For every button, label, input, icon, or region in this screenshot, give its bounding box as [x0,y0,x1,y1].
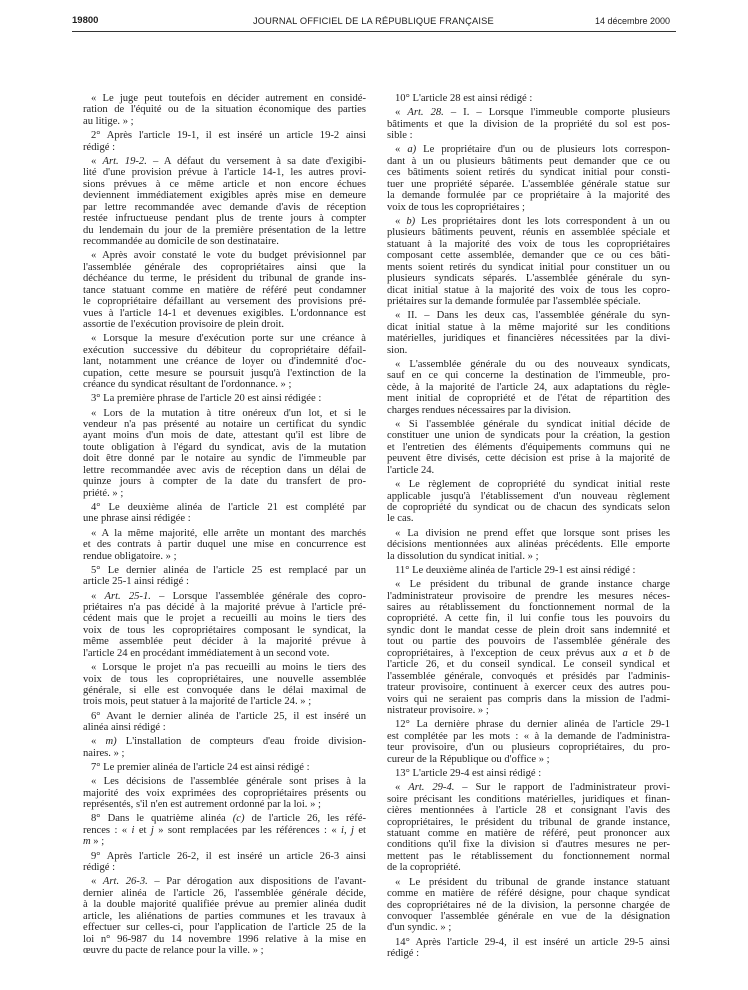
text-line: constituer une union de syndicats pour la création, la gestion [387,430,670,442]
text-line: au litige. » ; [83,115,134,127]
paragraph [83,851,366,874]
text-line: loi n° 96-987 du 14 novembre 1996 relative à la mise en [83,933,366,945]
text-line: la dissolution du syndicat initial. » ; [387,550,539,562]
text-line: statuant à la majorité des voix de tous les copropriétaires [387,238,670,250]
text-run: « [91,155,103,167]
text-line: plusieurs bâtiments peuvent, réunis en assemblée spéciale et [387,227,670,239]
text-line: lettre recommandée avec avis de réception dans un délai de [83,464,366,476]
text-line: l'article 24 en procédant immédiatement à un second vote. [83,647,330,659]
text-line: 9° Après l'article 26-2, il est inséré un article 26-3 ainsi [91,850,366,862]
text-line: « II. – Dans les deux cas, l'assemblée générale du syn- [395,310,670,322]
text-line: voix de tous les copropriétaires, une nouvelle assemblée [83,673,366,685]
header-rule [72,31,676,32]
text-line: cède, à la majorité de l'article 24, aux adaptations du règle- [387,381,670,393]
paragraph [83,711,366,734]
journal-title: JOURNAL OFFICIEL DE LA RÉPUBLIQUE FRANÇAISE [253,16,494,26]
paragraph [387,565,670,576]
italic-run: b) [406,215,416,227]
paragraph [83,393,366,404]
text-line: 3° La première phrase de l'article 20 est ainsi rédigée : [91,393,322,405]
text-line: « Lorsque le projet n'a pas recueilli au moins le tiers des [91,662,366,674]
text-line: « Le président du tribunal de grande instance charge [395,579,670,591]
text-line: cureur de la République ou d'office » ; [387,753,550,765]
text-line: à la double majorité qualifiée prévue au premier alinéa dudit [83,899,366,911]
text-line: restée infructueuse pendant plus de trente jours à compter [83,213,366,225]
text-line: lité d'une provision prévue à l'article 14-1, les autres provi- [83,167,366,179]
text-line: priétaires sur la demande formulée par l'assemblée spéciale. [387,296,641,308]
text-line: teur provisoire, d'un ou plusieurs copropriétaires, du pro- [387,742,670,754]
text-line: rendue obligatoire. » ; [83,550,177,562]
text-line: tout ou partie des pouvoirs de l'assemblée générale des [387,636,670,648]
text-line [387,144,670,155]
text-run: » sont remplacées par les références : « [153,824,342,836]
text-run: Le propriétaire d'un ou de plusieurs lots correspon- [416,144,670,156]
text-line: comme en matière de référé désigne, pour chaque syndicat [387,888,670,900]
text-line: charges rendues nécessaires par la division. [387,404,571,416]
text-line: l'article 26, et du conseil syndical. Le conseil syndical et [387,659,670,671]
text-line: ment initial de copropriété et de l'état de répartition des [387,393,670,405]
text-line: ayant moins d'un mois de date, attestant qu'il est libre de [83,430,366,442]
paragraph [387,719,670,765]
text-line: « Le règlement de copropriété du syndicat initial reste [395,479,670,491]
paragraph [83,565,366,588]
text-line: une phrase ainsi rédigée : [83,513,191,525]
text-line [387,648,670,659]
text-line: « La division ne prend effet que lorsque sont prises les [395,527,670,539]
text-line: composant cette assemblée, demander que ce ou ces bâti- [387,250,670,262]
paragraph [83,876,366,956]
text-line: recommandée au domicile de son destinataire. [83,236,279,248]
text-line: vues à l'article 14-1 et devenues exigibles. L'ordonnance est [83,307,366,319]
text-line: rédigé : [83,862,116,874]
text-line: déchéance du terme, le président du tribunal de grande ins- [83,273,366,285]
text-line: ration de l'équité ou de la situation économique des parties [83,104,366,116]
text-line: décisions mentionnées aux alinéas précédents. Elle emporte [387,539,670,551]
text-line: « Le juge peut toutefois en décider autrement en considé- [91,93,366,104]
text-line: est complétée par les mots : « à la demande de l'administra- [387,730,670,742]
text-line [83,836,366,847]
text-line: naires. » ; [83,747,125,759]
text-line: cières mentionnées à l'article 28 et consignant l'avis des [387,805,670,817]
text-line: et l'entretien des éléments d'équipements communs qui ne [387,441,670,453]
text-line: le copropriétaire défaillant au versement des provisions pré- [83,296,366,308]
text-line: trateur provisoire, continuent à exercer ceux des autres pou- [387,682,670,694]
text-run: « [395,782,409,794]
text-line: générale, si elle est convoquée dans le délai maximal de [83,684,366,696]
text-line: sions prévues à ce même article et non encore échues [83,178,366,190]
paragraph [387,93,670,104]
paragraph [83,130,366,153]
text-run: et [134,824,151,836]
text-line: ments soient retirés du syndicat initial pour constituer un ou [387,261,670,273]
paragraph [83,502,366,525]
text-line: mettent pas le rétablissement du fonctionnement normal [387,850,670,862]
text-line: « A la même majorité, elle arrête un montant des marchés [91,527,366,539]
text-line: l'administrateur provisoire de prendre les mesures néces- [387,590,670,602]
text-run: « [91,590,105,602]
text-line: 4° Le deuxième alinéa de l'article 21 est complété par [91,501,366,513]
text-line: le cas. [387,513,414,525]
paragraph [387,877,670,934]
paragraph [83,662,366,708]
italic-run: j [150,824,154,836]
text-run: – Lorsque l'assemblée générale des copro- [150,590,367,602]
paragraph [387,107,670,141]
paragraph [83,762,366,773]
text-line: voirs qui ne seraient pas compris dans la mission de l'admi- [387,693,670,705]
italic-run: i [131,824,135,836]
text-line: des copropriétaires né de la division, la personne chargée de [387,899,670,911]
text-line [387,782,670,793]
text-line: tuer une propriété séparée. L'assemblée générale statue sur [387,178,670,190]
text-run: de l'article 26, les réfé- [244,813,366,825]
text-line: l'assemblée générale des copropriétaires ainsi que la [83,261,366,273]
text-line: vendeur n'a pas présenté au notaire un certificat du syndic [83,419,366,431]
text-line: toute obligation à l'égard du syndicat, avis de la mutation [83,441,366,453]
text-line [83,825,366,836]
italic-run: m) [105,736,117,748]
paragraph [387,479,670,525]
text-line: applicable jusqu'à l'établissement d'un nouveau règlement [387,490,670,502]
text-line: 12° La dernière phrase du dernier alinéa de l'article 29-1 [395,719,670,731]
text-line: œuvre du pacte de relance pour la ville. » ; [83,945,264,957]
text-line: représentés, s'il n'en est autrement ordonné par la loi. » ; [83,799,321,811]
text-line: voix de tous les copropriétaires ; [387,201,525,213]
text-line: quinze jours à compter de la date du transfert de pro- [83,476,366,488]
text-run: « [395,144,408,156]
text-line: créance du syndicat résultant de l'ordonnance. » ; [83,379,292,391]
paragraph [83,591,366,660]
text-line: 5° Le dernier alinéa de l'article 25 est remplacé par un [91,564,366,576]
text-line: priété. » ; [83,487,124,499]
text-line: alinéa ainsi rédigé : [83,722,166,734]
text-line: rédigé : [83,141,116,153]
italic-run: a [622,647,628,659]
text-run: » ; [90,836,105,848]
text-line: dicat initial statue à la même majorité sur les conditions [387,321,670,333]
text-run: et [353,824,366,836]
text-line: sible : [387,130,413,142]
text-run: de [653,647,670,659]
text-line: deviennent immédiatement exigibles après mise en demeure [83,190,366,202]
text-run: L'installation de compteurs d'eau froide division- [116,736,366,748]
text-line: saires au rétablissement du fonctionnement normal de la [387,602,670,613]
text-line: 11° Le deuxième alinéa de l'article 29-1 est ainsi rédigé : [395,564,636,576]
text-line: convoquer l'assemblée générale en vue de la désignation [387,910,670,922]
text-line: par lettre recommandée avec demande d'avis de réception [83,201,366,213]
text-line: matérielles, juridiques et financières nécessitées par la divi- [387,333,670,345]
italic-run: Art. 26-3. [102,876,148,888]
text-line: conditions qu'il fixe la division si d'autres mesures ne per- [387,839,670,851]
text-line: « Lorsque la mesure d'exécution porte sur une créance à [91,333,366,345]
text-line: 13° L'article 29-4 est ainsi rédigé : [395,767,542,779]
italic-run: b [648,647,654,659]
text-line: copropriété. A cette fin, il lui confie tous les pouvoirs du [387,613,670,625]
paragraph [83,333,366,390]
text-run: rences : « [83,824,132,836]
text-line: article 25-1 ainsi rédigé : [83,576,189,588]
text-line: « Lors de la mutation à titre onéreux d'un lot, et si le [91,407,366,419]
text-line: priétaires n'a pas décidé à la majorité prévue à l'article pré- [83,602,366,613]
text-line: bâtiments et que la division de la propriété du sol est pos- [387,118,670,130]
text-line: « Si l'assemblée générale du syndicat initial décide de [395,419,670,431]
text-run: « [91,736,106,748]
text-line [83,156,366,167]
paragraph [83,528,366,562]
text-line: nistrateur provisoire. » ; [387,705,489,717]
text-line: 7° Le premier alinéa de l'article 24 est ainsi rédigé : [91,762,310,774]
text-run: et [627,647,649,659]
text-line: soire précisant les conditions matérielles, juridiques et finan- [387,793,670,805]
text-run: « [91,876,103,888]
text-line: l'article 24. [387,464,435,476]
text-line: de copropriété du syndicat ou de chacun des syndicats selon [387,501,670,513]
text-line: syndic dont le mandat cesse de plein droit sans indemnité et [387,624,670,636]
text-line [83,876,366,887]
text-line: 10° L'article 28 est ainsi rédigé : [395,93,533,104]
italic-run: m [83,836,91,848]
text-line: voix de tous les copropriétaires composant le syndicat, la [83,624,366,636]
left-column [83,93,366,959]
text-line: « Le président du tribunal de grande instance statuant [395,876,670,888]
text-line: « Les décisions de l'assemblée générale sont prises à la [91,776,366,788]
text-line: statuant comme en matière de référé, peut prononcer aux [387,828,670,839]
text-line: ces bâtiments soient retirés du syndicat initial pour consti- [387,167,670,179]
text-run: – Sur le rapport de l'administrateur provi- [454,782,670,794]
paragraph [83,408,366,500]
text-line: cupation, cette mesure se poursuit jusqu'à l'extinction de la [83,367,366,379]
text-line: cédent mais que le projet a recueilli au moins le tiers des [83,613,366,625]
italic-run: Art. 19-2. [102,155,147,167]
text-run: « [395,107,408,119]
paragraph [83,93,366,127]
text-line: 6° Avant le dernier alinéa de l'article 25, il est inséré un [91,710,366,722]
text-run: copropriétaires, à l'exception de ceux prévus aux [387,647,623,659]
text-line: assortie de l'exécution provisoire de plein droit. [83,319,285,330]
italic-run: (c) [232,813,245,825]
text-line: lant, notamment une créance de loyer ou d'indemnité d'oc- [83,356,366,368]
paragraph [83,250,366,330]
text-line: et des contrats à partir duquel une mise en concurrence est [83,539,366,551]
text-line: de la copropriété. [387,862,461,874]
text-line [387,107,670,118]
text-line: 2° Après l'article 19-1, il est inséré un article 19-2 ainsi [91,130,366,142]
text-line: effectuer sur celles-ci, pour l'application de l'article 25 de la [83,922,366,934]
text-run: – Par dérogation aux dispositions de l'avant- [147,876,366,888]
page-number: 19800 [72,15,99,26]
italic-run: i, j [341,824,354,836]
text-line: « L'assemblée générale du ou des nouveaux syndicats, [395,358,670,370]
paragraph [387,216,670,308]
text-line: la demande formulée par ce propriétaire à la majorité des [387,190,670,202]
text-run: Les propriétaires dont les lots correspondent à un ou [415,215,670,227]
paragraph [83,736,366,759]
paragraph [387,937,670,960]
text-line: plusieurs syndicats séparés. L'assemblée générale du syn- [387,273,670,285]
paragraph [387,310,670,356]
text-line: rédigé : [387,948,420,960]
text-line [83,813,366,824]
italic-run: a) [407,144,417,156]
italic-run: Art. 29-4. [408,782,455,794]
text-run: « [395,215,407,227]
paragraph [387,528,670,562]
text-line: d'un syndic. » ; [387,922,452,934]
text-run: – I. – Lorsque l'immeuble comporte plusieurs [443,107,671,119]
text-line: même assemblée peut décider à la majorité prévue à [83,636,366,648]
text-line [83,591,366,602]
right-column [387,93,670,962]
text-line: sauf en ce qui concerne la destination de l'immeuble, pro- [387,370,670,382]
text-line: 14° Après l'article 29-4, il est inséré un article 29-5 ainsi [395,936,670,948]
paragraph [83,776,366,810]
issue-date: 14 décembre 2000 [594,16,670,26]
text-line: majorité des voix exprimées des copropriétaires présents ou [83,787,366,799]
text-line: l'assemblée générale, convoqués et présidés par l'adminis- [387,670,670,682]
text-line: exécution successive du débiteur du copropriétaire défail- [83,344,366,356]
text-line [387,216,670,227]
text-line: dernier alinéa de l'article 26, l'assemblée générale décide, [83,887,366,899]
paragraph [387,419,670,476]
text-line: doit être donné par le notaire au syndic de l'immeuble par [83,453,366,465]
text-line: peuvent être divisés, cette décision est prise à la majorité de [387,453,670,465]
paragraph [387,768,670,779]
text-line: copropriétaires, le président du tribunal de grande instance, [387,816,670,828]
paragraph [387,579,670,716]
text-line: trois mois, peut statuer à la majorité de l'article 24. » ; [83,696,312,708]
paragraph [83,156,366,248]
paragraph [83,813,366,847]
text-line: tance statuant comme en matière de référé peut condamner [83,284,366,296]
text-line: dicat initial statue à la majorité des voix de tous les copro- [387,284,670,296]
text-line [83,736,366,747]
italic-run: Art. 28. [407,107,444,119]
text-line: du lendemain du jour de la première présentation de la lettre [83,224,366,236]
italic-run: Art. 25-1. [104,590,151,602]
paragraph [387,144,670,213]
text-run: 8° Dans le quatrième alinéa [91,813,233,825]
text-line: article, les aliénations de parties communes et les travaux à [83,910,366,922]
text-line: dant à un ou plusieurs bâtiments peut demander que ce ou [387,155,670,167]
text-line: « Après avoir constaté le vote du budget prévisionnel par [91,250,366,262]
text-run: – A défaut du versement à sa date d'exigibi- [146,155,367,167]
paragraph [387,359,670,416]
paragraph [387,782,670,874]
text-line: sion. [387,344,408,356]
